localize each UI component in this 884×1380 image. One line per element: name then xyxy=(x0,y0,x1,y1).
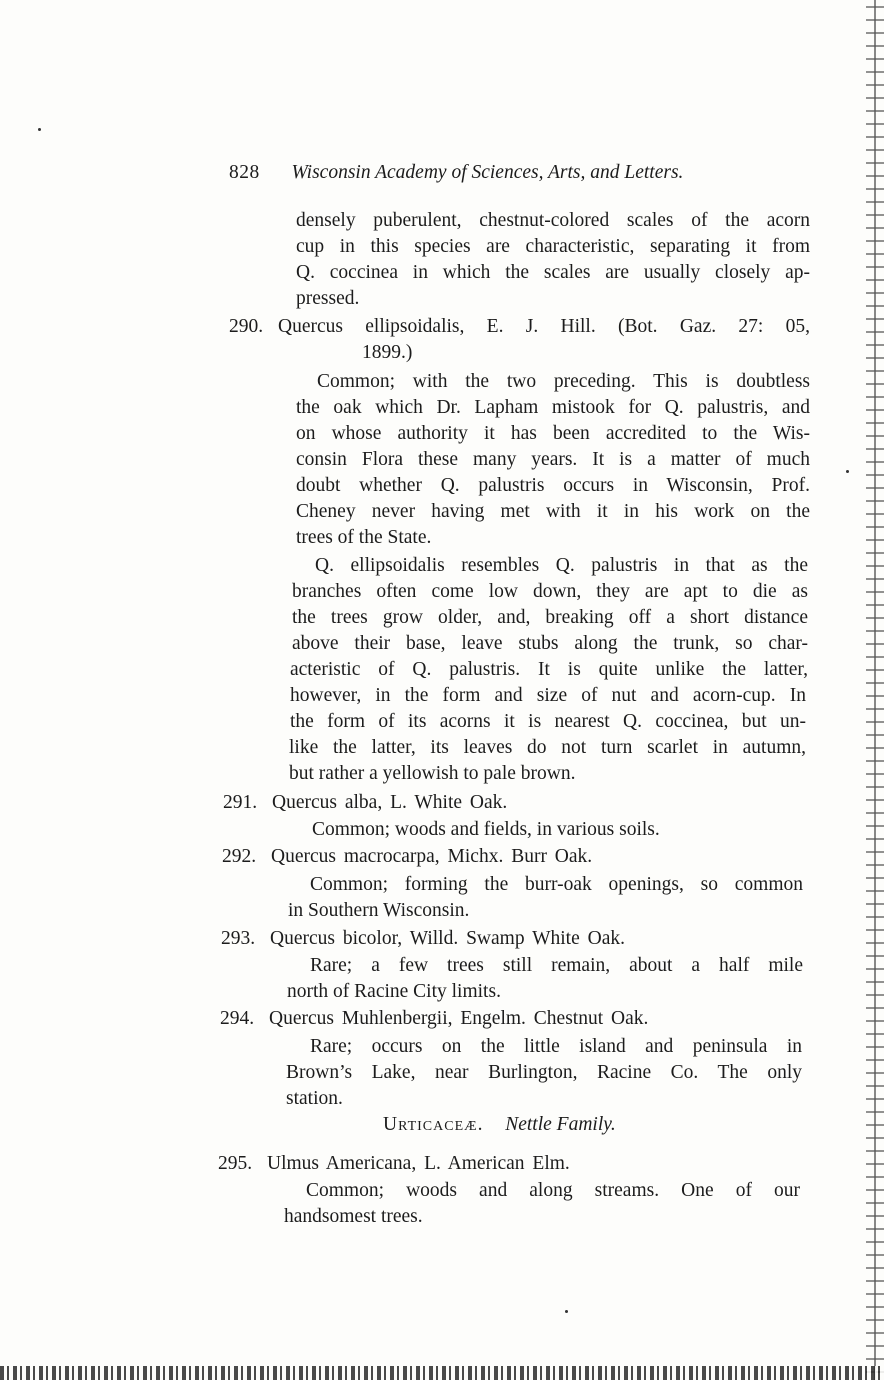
family-heading xyxy=(383,1112,616,1138)
entry-number: 292. xyxy=(222,846,257,867)
entry-number: 290. xyxy=(229,316,264,337)
entry-text-line: like the latter, its leaves do not turn scarlet in autumn, xyxy=(289,737,806,758)
entry-text-line: in Southern Wisconsin. xyxy=(288,900,470,921)
running-title: Wisconsin Academy of Sciences, Arts, and Letters. xyxy=(291,162,684,183)
entry-text-line: the oak which Dr. Lapham mistook for Q. palustris, and xyxy=(296,397,810,418)
entry-text-line: branches often come low down, they are apt to die as xyxy=(292,581,808,602)
entry-text-line: on whose authority it has been accredited to the Wis- xyxy=(296,423,810,444)
family-name: Urticaceæ. xyxy=(383,1114,484,1135)
entry-text-line: Brown’s Lake, near Burlington, Racine Co. The only xyxy=(286,1062,802,1083)
entry-text-line: doubt whether Q. palustris occurs in Wisconsin, Prof. xyxy=(296,475,810,496)
entry-text-line: Common; woods and fields, in various soils. xyxy=(312,819,660,840)
entry-text-line: however, in the form and size of nut and acorn-cup. In xyxy=(290,685,806,706)
entry-title: Quercus bicolor, Willd. Swamp White Oak. xyxy=(270,928,625,949)
entry-text-line: Q. ellipsoidalis resembles Q. palustris in that as the xyxy=(315,555,808,576)
entry-text-line: the form of its acorns it is nearest Q. coccinea, but un- xyxy=(290,711,806,732)
family-common-name: Nettle Family. xyxy=(505,1114,616,1135)
intro-line: pressed. xyxy=(296,288,360,309)
entry-title: Quercus macrocarpa, Michx. Burr Oak. xyxy=(271,846,593,867)
entry-text-line: Rare; occurs on the little island and peninsula in xyxy=(310,1036,802,1057)
entry-text-line: north of Racine City limits. xyxy=(287,981,501,1002)
entry-text-line: trees of the State. xyxy=(296,527,432,548)
entry-number: 295. xyxy=(218,1153,253,1174)
intro-line: densely puberulent, chestnut-colored scales of the acorn xyxy=(296,210,810,231)
intro-line: Q. coccinea in which the scales are usually closely ap- xyxy=(296,262,810,283)
entry-text-line: handsomest trees. xyxy=(284,1206,423,1227)
entry-text-line: station. xyxy=(286,1088,343,1109)
page-edge-bottom xyxy=(0,1366,884,1380)
entry-text-line: acteristic of Q. palustris. It is quite unlike the latter, xyxy=(290,659,808,680)
entry-number: 293. xyxy=(221,928,256,949)
entry-number: 291. xyxy=(223,792,258,813)
entry-text-line: but rather a yellowish to pale brown. xyxy=(289,763,576,784)
page-number: 828 xyxy=(229,162,260,183)
entry-number: 294. xyxy=(220,1008,255,1029)
scan-speck xyxy=(38,128,41,131)
entry-title: Ulmus Americana, L. American Elm. xyxy=(267,1153,570,1174)
entry-text-line: Rare; a few trees still remain, about a half mile xyxy=(310,955,803,976)
entry-text-line: Common; with the two preceding. This is doubtless xyxy=(317,371,810,392)
scan-speck xyxy=(846,470,849,473)
entry-text-line: the trees grow older, and, breaking off a short distance xyxy=(292,607,808,628)
entry-text-line: Cheney never having met with it in his work on the xyxy=(296,501,810,522)
running-header xyxy=(229,160,753,186)
intro-line: cup in this species are characteristic, separating it from xyxy=(296,236,810,257)
scan-speck xyxy=(565,1310,568,1313)
entry-text-line: Common; woods and along streams. One of our xyxy=(306,1180,800,1201)
entry-title: Quercus alba, L. White Oak. xyxy=(272,792,508,813)
page-edge-right-line xyxy=(874,0,876,1380)
entry-title: Quercus ellipsoidalis, E. J. Hill. (Bot. Gaz. 27: 05, xyxy=(278,316,810,337)
entry-text-line: above their base, leave stubs along the trunk, so char- xyxy=(292,633,808,654)
entry-title-continued: 1899.) xyxy=(362,342,413,363)
entry-title: Quercus Muhlenbergii, Engelm. Chestnut Oak. xyxy=(269,1008,649,1029)
entry-text-line: Common; forming the burr-oak openings, so common xyxy=(310,874,803,895)
entry-text-line: consin Flora these many years. It is a matter of much xyxy=(296,449,810,470)
